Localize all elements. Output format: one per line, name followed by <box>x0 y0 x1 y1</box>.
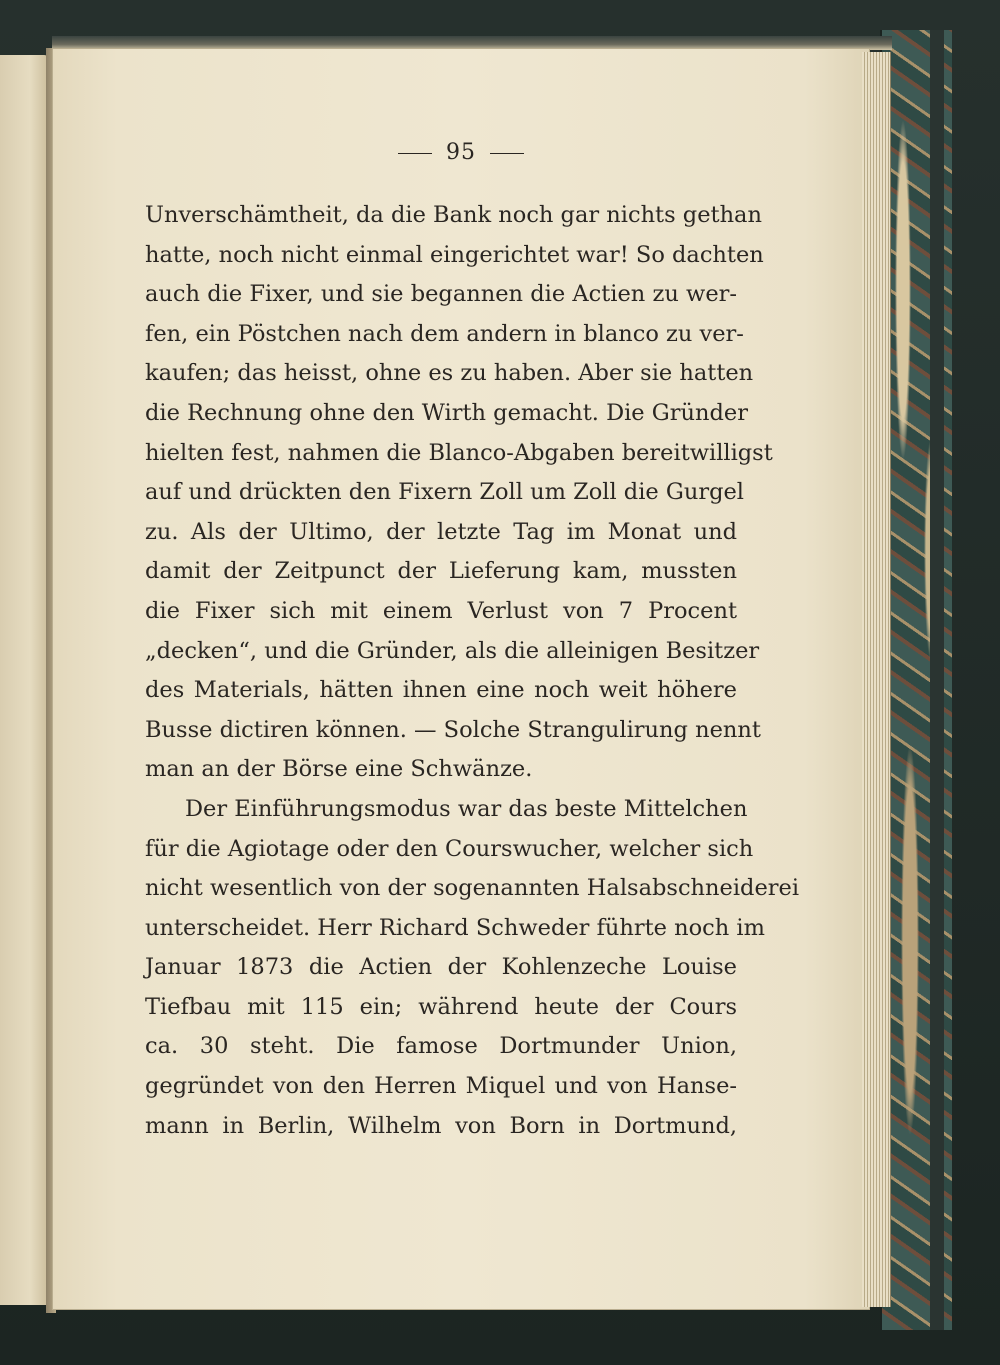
text-line: des Materials, hätten ihnen eine noch weit höhere <box>145 677 737 704</box>
text-line: gegründet von den Herren Miquel und von Hanse- <box>145 1073 737 1100</box>
page-number: 95 <box>446 140 476 165</box>
page-stack-edge <box>862 52 891 1307</box>
text-line: hatte, noch nicht einmal eingerichtet war! So dachten <box>145 241 764 268</box>
text-line: die Rechnung ohne den Wirth gemacht. Die Gründer <box>145 399 748 426</box>
text-line: Unverschämtheit, da die Bank noch gar nichts gethan <box>145 202 762 228</box>
text-line: kaufen; das heisst, ohne es zu haben. Aber sie hatten <box>145 360 754 387</box>
text-line: nicht wesentlich von der sogenannten Halsabschneiderei <box>145 875 800 902</box>
text-line: Busse dictiren können. — Solche Strangulirung nennt <box>145 716 761 743</box>
text-line: ca. 30 steht. Die famose Dortmunder Union, <box>145 1033 737 1060</box>
text-line: die Fixer sich mit einem Verlust von 7 Procent <box>145 597 737 624</box>
cover-spine-edge <box>930 30 944 1330</box>
header-dash-left <box>398 153 432 154</box>
text-line-paragraph-start: Der Einführungsmodus war das beste Mittelchen <box>185 795 748 822</box>
text-line: Tiefbau mit 115 ein; während heute der Cours <box>145 993 737 1020</box>
text-line: für die Agiotage oder den Courswucher, welcher sich <box>145 835 754 862</box>
text-line: unterscheidet. Herr Richard Schweder führte noch im <box>145 914 765 941</box>
text-line: damit der Zeitpunct der Lieferung kam, mussten <box>145 558 737 585</box>
header-dash-right <box>490 153 524 154</box>
text-line: zu. Als der Ultimo, der letzte Tag im Monat und <box>145 518 737 545</box>
text-line: Januar 1873 die Actien der Kohlenzeche Louise <box>145 954 737 981</box>
text-line-paragraph-end: man an der Börse eine Schwänze. <box>145 756 533 783</box>
text-line: fen, ein Pöstchen nach dem andern in blanco zu ver- <box>145 320 744 347</box>
text-line: auf und drückten den Fixern Zoll um Zoll die Gurgel <box>145 479 745 506</box>
text-line: hielten fest, nahmen die Blanco-Abgaben bereitwilligst <box>145 439 773 466</box>
text-line: „decken“, und die Gründer, als die alleinigen Besitzer <box>145 637 760 664</box>
page-header <box>52 140 870 165</box>
text-line: auch die Fixer, und sie begannen die Actien zu wer- <box>145 281 737 308</box>
facing-page-edge <box>0 55 50 1305</box>
text-line: mann in Berlin, Wilhelm von Born in Dortmund, <box>145 1112 737 1139</box>
body-text <box>145 196 800 1146</box>
